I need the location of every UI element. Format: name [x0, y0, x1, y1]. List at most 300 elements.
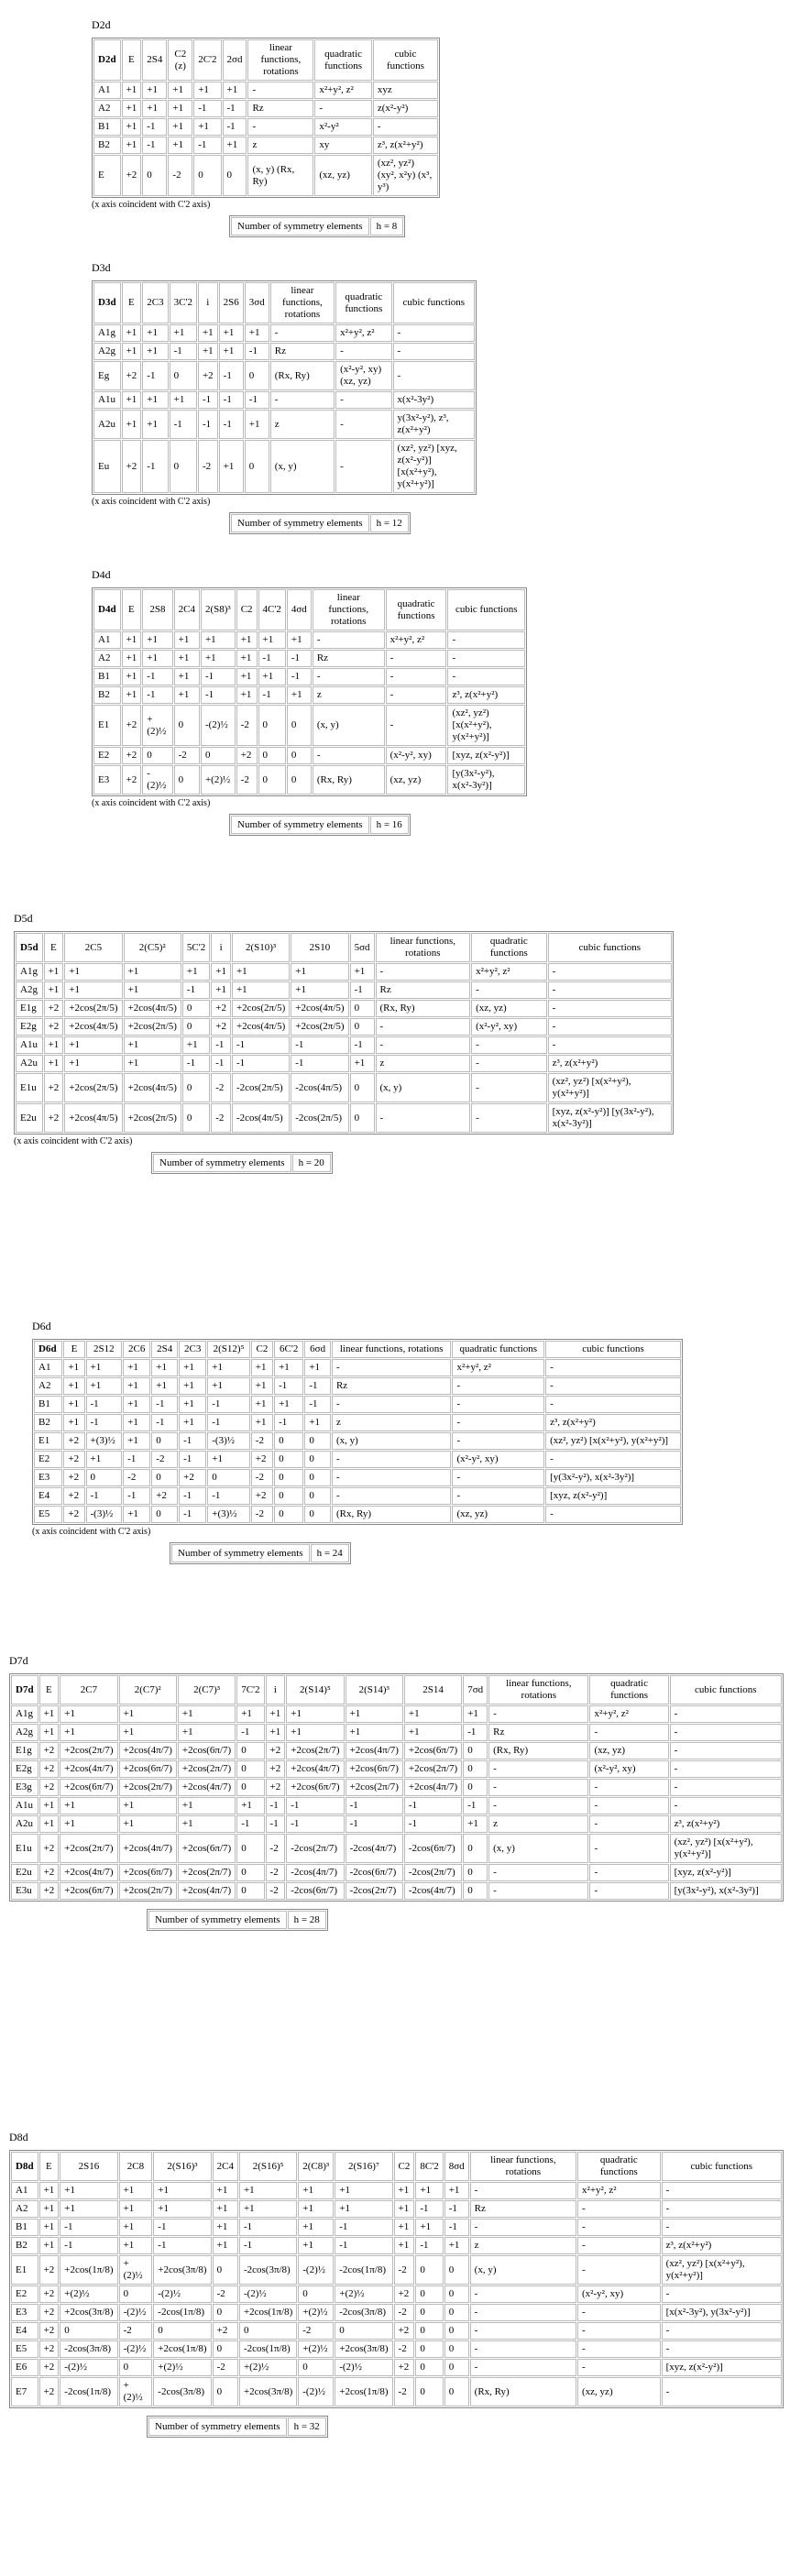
column-header: E [39, 1675, 60, 1705]
table-cell: +2 [266, 1760, 286, 1778]
table-cell: +1 [119, 2237, 153, 2254]
table-cell: +2 [44, 1018, 64, 1036]
column-header: quadratic functions [314, 39, 371, 81]
irrep-label: A1 [11, 2182, 38, 2199]
table-row [93, 440, 475, 493]
table-cell: -1 [223, 100, 247, 117]
table-cell: - [589, 1864, 668, 1881]
table-cell: -1 [444, 2200, 469, 2218]
group-name-header: D2d [93, 39, 121, 81]
table-cell: - [393, 343, 475, 360]
table-cell: [xyz, z(x²-y²)] [545, 1487, 681, 1505]
table-cell: +1 [219, 324, 244, 342]
irrep-label: B1 [93, 118, 121, 136]
table-row [93, 391, 475, 409]
table-cell: 0 [274, 1451, 303, 1468]
table-cell: -1 [207, 1414, 250, 1431]
symmetry-count-box [229, 814, 411, 836]
table-cell: +2 [39, 2286, 60, 2303]
table-cell: - [488, 1779, 588, 1796]
table-cell: -2cos(4π/7) [404, 1882, 462, 1900]
header-row [16, 933, 672, 962]
symmetry-count-box [147, 1909, 328, 1931]
table-cell: +1 [182, 963, 210, 981]
table-row [93, 668, 525, 685]
table-title: D3d [92, 261, 111, 274]
column-header: E [122, 589, 142, 630]
column-header: 2(C5)² [124, 933, 181, 962]
table-cell: - [545, 1451, 681, 1468]
table-cell: +1 [60, 1724, 117, 1741]
table-cell: (x, y) (Rx, Ry) [247, 155, 313, 196]
table-row [34, 1359, 681, 1376]
column-header: linear functions, rotations [247, 39, 313, 81]
table-cell: +1 [122, 686, 142, 704]
table-cell: -1 [86, 1396, 123, 1413]
irrep-label: E3 [93, 765, 121, 795]
table-cell: +1 [39, 2219, 60, 2236]
column-header: i [211, 933, 231, 962]
table-cell: -2 [266, 1882, 286, 1900]
irrep-label: A1u [11, 1797, 38, 1814]
table-cell: -1 [86, 1414, 123, 1431]
table-cell: +2cos(2π/5) [124, 1103, 181, 1133]
table-cell: +2 [39, 2340, 60, 2358]
table-cell: x²+y², z² [335, 324, 391, 342]
table-cell: +1 [251, 1377, 273, 1395]
column-header: 8C'2 [415, 2152, 443, 2181]
symmetry-count-label: Number of symmetry elements [231, 816, 369, 834]
character-table-section [9, 2131, 784, 2438]
table-cell: +2 [39, 2377, 60, 2406]
table-cell: -1 [291, 1036, 348, 1054]
table-cell: 0 [60, 2322, 117, 2340]
table-cell: 0 [151, 1506, 178, 1523]
table-cell: (xz, yz) [471, 1000, 547, 1017]
table-cell: - [670, 1724, 782, 1741]
table-cell: -1 [123, 1487, 150, 1505]
table-cell: +2 [39, 1742, 60, 1759]
table-cell: +1 [463, 1705, 488, 1723]
table-cell: (xz, yz) [386, 765, 447, 795]
column-header: 2S4 [151, 1341, 178, 1358]
table-cell: -2 [123, 1469, 150, 1486]
table-cell: -2 [119, 2322, 153, 2340]
character-table-section [92, 261, 477, 534]
table-cell: -1 [219, 391, 244, 409]
table-cell: +2cos(2π/5) [291, 1018, 348, 1036]
column-header: 2S16 [60, 2152, 117, 2181]
table-cell: +2cos(3π/8) [60, 2304, 117, 2321]
table-cell: -1 [201, 686, 236, 704]
irrep-label: E4 [34, 1487, 62, 1505]
table-cell: +2cos(4π/7) [346, 1742, 403, 1759]
character-table-section [92, 568, 527, 836]
table-cell: +1 [119, 1815, 177, 1833]
table-cell: (x, y) [376, 1073, 471, 1102]
table-cell: [xyz, z(x²-y²)] [662, 2359, 782, 2376]
table-cell: -1 [60, 2237, 117, 2254]
table-cell: - [452, 1432, 544, 1450]
table-cell: +2 [266, 1779, 286, 1796]
table-cell: +2cos(1π/8) [239, 2304, 297, 2321]
irrep-label: A2g [11, 1724, 38, 1741]
table-cell: +2cos(6π/7) [60, 1882, 117, 1900]
header-row [11, 1675, 782, 1705]
table-cell: -(2)½ [119, 2340, 153, 2358]
table-cell: -2cos(1π/8) [335, 2255, 392, 2285]
table-cell: +1 [60, 1797, 117, 1814]
table-cell: +1 [207, 1451, 250, 1468]
table-row [93, 343, 475, 360]
table-cell: +2cos(2π/7) [119, 1779, 177, 1796]
table-cell: - [577, 2359, 661, 2376]
table-cell: +1 [142, 82, 167, 99]
table-cell: -1 [245, 343, 269, 360]
table-cell: +1 [142, 391, 168, 409]
table-cell: [x(x²-3y²), y(3x²-y²)] [662, 2304, 782, 2321]
table-cell: - [471, 981, 547, 999]
table-cell: - [270, 391, 335, 409]
column-header: C2 (z) [168, 39, 192, 81]
irrep-label: A2u [16, 1055, 43, 1072]
table-cell: 0 [182, 1103, 210, 1133]
table-title: D2d [92, 18, 111, 31]
table-cell: +(2)½ [239, 2359, 297, 2376]
group-name-header: D6d [34, 1341, 62, 1358]
table-cell: -1 [182, 1055, 210, 1072]
irrep-label: E2 [93, 747, 121, 764]
table-cell: +2 [251, 1487, 273, 1505]
table-cell: 0 [182, 1073, 210, 1102]
table-cell: -1 [258, 650, 286, 667]
table-cell: - [471, 1103, 547, 1133]
table-cell: - [589, 1797, 668, 1814]
column-header: linear functions, rotations [332, 1341, 452, 1358]
character-table-section [9, 1654, 784, 1931]
table-cell: +1 [182, 1036, 210, 1054]
table-cell: +1 [86, 1451, 123, 1468]
column-header: linear functions, rotations [270, 282, 335, 323]
table-cell: 0 [350, 1073, 375, 1102]
table-cell: 0 [298, 2359, 334, 2376]
table-cell: +(2)½ [201, 765, 236, 795]
table-cell: +1 [198, 343, 218, 360]
table-cell: +1 [153, 2182, 211, 2199]
irrep-label: E6 [11, 2359, 38, 2376]
table-cell: - [470, 2359, 576, 2376]
column-header: 2C6 [123, 1341, 150, 1358]
table-cell: (Rx, Ry) [313, 765, 385, 795]
table-cell: -1 [346, 1797, 403, 1814]
table-row [11, 2340, 782, 2358]
character-table-section [14, 912, 674, 1174]
table-cell: - [548, 1036, 672, 1054]
table-cell: (xz², yz²) [x(x²+y²), y(x²+y²)] [662, 2255, 782, 2285]
symmetry-count-value: h = 28 [288, 1911, 326, 1929]
table-cell: +1 [168, 100, 192, 117]
table-cell: - [376, 1018, 471, 1036]
table-cell: 0 [245, 440, 269, 493]
table-cell: - [452, 1487, 544, 1505]
table-cell: -1 [287, 650, 312, 667]
table-cell: +2cos(4π/7) [178, 1779, 236, 1796]
table-cell: +2 [39, 1779, 60, 1796]
column-header: E [44, 933, 64, 962]
column-header: 2σd [223, 39, 247, 81]
table-cell: -(2)½ [60, 2359, 117, 2376]
table-cell: -1 [179, 1506, 206, 1523]
table-cell: -2 [198, 440, 218, 493]
table-cell: [y(3x²-y²), x(x²-3y²)] [670, 1882, 782, 1900]
table-cell: -1 [266, 1797, 286, 1814]
symmetry-count-label: Number of symmetry elements [231, 217, 369, 236]
symmetry-count-value: h = 12 [370, 514, 409, 532]
table-cell: -(2)½ [119, 2304, 153, 2321]
table-cell: -1 [193, 100, 221, 117]
table-cell: +1 [286, 1705, 344, 1723]
table-cell: +2 [63, 1506, 84, 1523]
table-row [93, 100, 438, 117]
table-cell: +1 [168, 118, 192, 136]
table-cell: - [470, 2219, 576, 2236]
table-cell: -1 [274, 1414, 303, 1431]
table-cell: 0 [170, 361, 197, 390]
table-cell: 0 [236, 1882, 264, 1900]
table-cell: -2 [168, 155, 192, 196]
table-cell: +1 [39, 2237, 60, 2254]
table-cell: -2 [174, 747, 200, 764]
table-cell: 0 [236, 1864, 264, 1881]
table-row [11, 1742, 782, 1759]
table-cell: 0 [258, 705, 286, 746]
table-cell: +(2)½ [60, 2286, 117, 2303]
column-header: linear functions, rotations [488, 1675, 588, 1705]
table-cell: (xz², yz²) [xyz, z(x²-y²)] [x(x²+y²), y(x²+y²)] [393, 440, 475, 493]
table-cell: (x, y) [313, 705, 385, 746]
table-cell: -2 [266, 1834, 286, 1863]
table-row [34, 1451, 681, 1468]
table-cell: z [270, 410, 335, 439]
irrep-label: B1 [11, 2219, 38, 2236]
table-cell: +1 [174, 686, 200, 704]
table-row [16, 1103, 672, 1133]
table-cell: - [332, 1396, 452, 1413]
table-cell: -2cos(4π/5) [291, 1073, 348, 1102]
table-cell: +2 [39, 1882, 60, 1900]
table-cell: +1 [251, 1396, 273, 1413]
irrep-label: A1 [93, 631, 121, 649]
table-row [16, 1055, 672, 1072]
table-cell: - [670, 1760, 782, 1778]
table-cell: +1 [122, 324, 142, 342]
table-cell: +1 [168, 82, 192, 99]
table-cell: -1 [60, 2219, 117, 2236]
table-cell: +1 [213, 2237, 238, 2254]
table-cell: +1 [213, 2219, 238, 2236]
table-cell: -1 [198, 391, 218, 409]
column-header: 2(C7)³ [178, 1675, 236, 1705]
table-cell: -(2)½ [201, 705, 236, 746]
column-header: 2S6 [219, 282, 244, 323]
column-header: 2C7 [60, 1675, 117, 1705]
table-cell: - [662, 2322, 782, 2340]
table-cell: 0 [223, 155, 247, 196]
column-header: 7σd [463, 1675, 488, 1705]
table-cell: - [452, 1377, 544, 1395]
column-header: 2S8 [142, 589, 172, 630]
column-header: 2(S10)³ [232, 933, 290, 962]
table-cell: -1 [142, 668, 172, 685]
table-cell: - [670, 1797, 782, 1814]
irrep-label: Eg [93, 361, 121, 390]
table-cell: +(2)½ [298, 2304, 334, 2321]
irrep-label: E1g [16, 1000, 43, 1017]
table-cell: -1 [211, 1036, 231, 1054]
table-cell: -1 [142, 686, 172, 704]
table-row [11, 1724, 782, 1741]
column-header: 3σd [245, 282, 269, 323]
column-header: E [122, 39, 142, 81]
table-cell: -1 [463, 1724, 488, 1741]
table-title: D8d [9, 2131, 28, 2143]
axis-note: (x axis coincident with C'2 axis) [92, 497, 211, 507]
table-cell: -2cos(4π/7) [286, 1864, 344, 1881]
table-cell: +2cos(6π/7) [404, 1742, 462, 1759]
column-header: cubic functions [548, 933, 672, 962]
column-header: C2 [394, 2152, 415, 2181]
symmetry-count-value: h = 8 [370, 217, 404, 236]
table-cell: +1 [142, 650, 172, 667]
table-cell: +1 [174, 650, 200, 667]
table-cell: - [447, 668, 525, 685]
irrep-label: B1 [93, 668, 121, 685]
irrep-label: Eu [93, 440, 121, 493]
table-cell: +2cos(4π/5) [64, 1103, 122, 1133]
character-table [9, 1673, 784, 1902]
table-cell: +1 [123, 1377, 150, 1395]
table-cell: -2cos(3π/8) [153, 2377, 211, 2406]
table-cell: +(2)½ [335, 2286, 392, 2303]
table-cell: +1 [44, 981, 64, 999]
column-header: 7C'2 [236, 1675, 264, 1705]
table-cell: - [589, 1882, 668, 1900]
table-cell: +1 [86, 1377, 123, 1395]
table-cell: +2 [122, 440, 142, 493]
column-header: cubic functions [670, 1675, 782, 1705]
table-cell: +1 [232, 963, 290, 981]
column-header: quadratic functions [589, 1675, 668, 1705]
table-cell: - [332, 1487, 452, 1505]
column-header: 5σd [350, 933, 375, 962]
group-name-header: D3d [93, 282, 121, 323]
irrep-label: E3 [11, 2304, 38, 2321]
table-cell: x²+y², z² [471, 963, 547, 981]
irrep-label: B2 [93, 137, 121, 154]
column-header: 2C4 [174, 589, 200, 630]
table-cell: -1 [239, 2219, 297, 2236]
table-cell: +1 [394, 2237, 415, 2254]
table-cell: - [386, 668, 447, 685]
table-cell: - [662, 2286, 782, 2303]
irrep-label: A2u [93, 410, 121, 439]
table-cell: +1 [60, 2200, 117, 2218]
table-cell: +2cos(4π/7) [119, 1834, 177, 1863]
table-cell: -1 [404, 1797, 462, 1814]
table-cell: (xz², yz²) [x(x²+y²), y(x²+y²)] [545, 1432, 681, 1450]
table-cell: +2 [44, 1103, 64, 1133]
table-cell: (x, y) [470, 2255, 576, 2285]
table-cell: +2 [236, 747, 258, 764]
table-cell: +1 [124, 981, 181, 999]
table-cell: -1 [142, 361, 168, 390]
table-cell: +1 [63, 1359, 84, 1376]
table-cell: +1 [239, 2182, 297, 2199]
table-cell: (x, y) [488, 1834, 588, 1863]
table-cell: 0 [151, 1469, 178, 1486]
table-cell: +1 [213, 2200, 238, 2218]
table-cell: +1 [207, 1359, 250, 1376]
irrep-label: E3 [34, 1469, 62, 1486]
table-cell: +2cos(2π/7) [286, 1742, 344, 1759]
irrep-label: A2g [16, 981, 43, 999]
table-cell: +2cos(4π/5) [64, 1018, 122, 1036]
symmetry-count-value: h = 24 [311, 1544, 349, 1562]
table-cell: -1 [232, 1036, 290, 1054]
table-cell: +2cos(4π/7) [119, 1742, 177, 1759]
table-cell: -2 [266, 1864, 286, 1881]
table-cell: 0 [444, 2377, 469, 2406]
table-title: D7d [9, 1654, 28, 1667]
table-cell: +2cos(2π/5) [64, 1000, 122, 1017]
table-cell: +2 [122, 361, 142, 390]
table-cell: +1 [346, 1724, 403, 1741]
table-cell: 0 [415, 2340, 443, 2358]
column-header: 2(S14)³ [346, 1675, 403, 1705]
table-cell: +1 [60, 2182, 117, 2199]
table-cell: +1 [193, 82, 221, 99]
table-row [34, 1396, 681, 1413]
table-cell: - [670, 1705, 782, 1723]
table-cell: +1 [119, 2219, 153, 2236]
table-cell: +1 [122, 100, 142, 117]
table-cell: (xz, yz) [314, 155, 371, 196]
column-header: 5C'2 [182, 933, 210, 962]
table-cell: - [548, 1000, 672, 1017]
table-row [16, 1036, 672, 1054]
table-cell: (xz², yz²) [x(x²+y²), y(x²+y²)] [447, 705, 525, 746]
table-cell: +1 [266, 1724, 286, 1741]
table-cell: -1 [151, 1414, 178, 1431]
table-cell: -2 [236, 705, 258, 746]
table-cell: - [335, 391, 391, 409]
table-cell: - [393, 324, 475, 342]
table-cell: -2cos(3π/8) [60, 2340, 117, 2358]
table-cell: +1 [119, 1705, 177, 1723]
table-cell: - [447, 631, 525, 649]
table-cell: -1 [274, 1377, 303, 1395]
table-cell: -2cos(2π/7) [404, 1864, 462, 1881]
header-row [11, 2152, 782, 2181]
table-cell: 0 [444, 2322, 469, 2340]
table-cell: (xz², yz²) [x(x²+y²), y(x²+y²)] [548, 1073, 672, 1102]
table-cell: - [577, 2219, 661, 2236]
table-row [11, 1815, 782, 1833]
table-cell: (xz², yz²) [x(x²+y²), y(x²+y²)] [670, 1834, 782, 1863]
irrep-label: E7 [11, 2377, 38, 2406]
table-cell: +1 [44, 963, 64, 981]
table-cell: -1 [350, 1036, 375, 1054]
